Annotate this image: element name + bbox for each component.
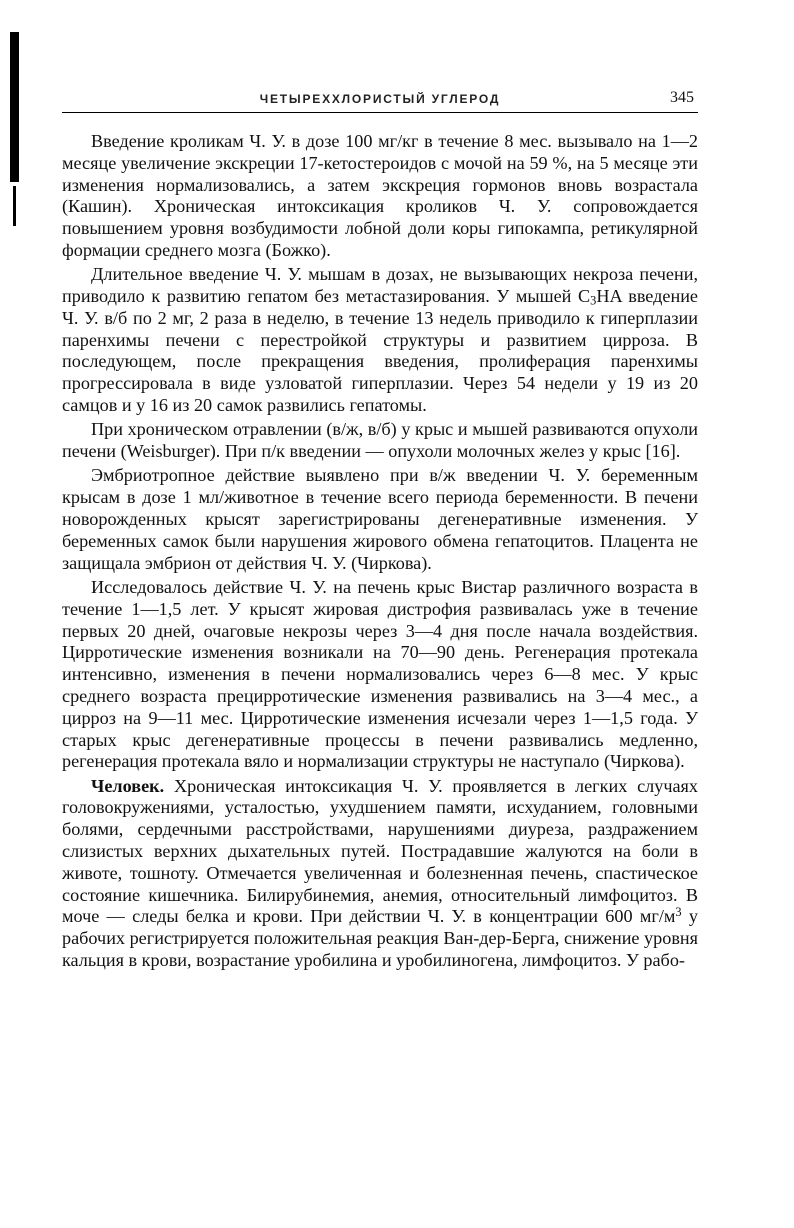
paragraph-human	[62, 776, 698, 972]
paragraph-text-part2: у рабочих регистрируется положительная реакция Ван-дер-Берга, снижение уровня кальция в крови, возрастание уробилина и уробилиногена, лимфоцитоз. У рабо-	[62, 906, 699, 970]
paragraph-mice	[62, 264, 698, 417]
paragraph-rabbits	[62, 131, 698, 262]
paragraph-text: Эмбриотропное действие выявлено при в/ж введении Ч. У. беременным крысам в дозе 1 мл/животное в течение всего периода беременности. В печени новорожденных крысят зарегистрированы дегенеративные изменения. У беременных самок были нарушения жирового обмена гепатоцитов. Плацента не защищала эмбрион от действия Ч. У. (Чиркова).	[62, 465, 698, 573]
paragraph-text: Введение кроликам Ч. У. в дозе 100 мг/кг в течение 8 мес. вызывало на 1—2 месяце увеличение экскреции 17-кетостероидов с мочой на 59 %, на 5 месяце эти изменения нормализовались, а затем экскреция гормонов вновь возрастала (Кашин). Хроническая интоксикация кроликов Ч. У. сопровождается повышением уровня возбудимости лобной доли коры гипокампа, ретикулярной формации среднего мозга (Божко).	[62, 131, 698, 260]
subscript-3: 3	[590, 293, 597, 308]
paragraph-embryotropic	[62, 465, 698, 574]
page-header	[62, 88, 698, 113]
page-number: 345	[670, 89, 694, 106]
paragraph-text: Исследовалось действие Ч. У. на печень крыс Вистар различного возраста в течение 1—1,5 лет. У крысят жировая дистрофия развивалась уже в течение первых 20 дней, очаговые некрозы через 3—4 дня после начала воздействия. Цирротические изменения возникали на 70—90 день. Регенерация протекала интенсивно, изменения в печени нормализовались через 6—8 мес. У крыс среднего возраста прецирротические изменения развивались на 3—4 мес., а цирроз на 9—11 мес. Цирротические изменения исчезали через 1—1,5 года. У старых крыс дегенеративные процессы в печени развивались медленно, регенерация протекала вяло и нормализации структуры не наступало (Чиркова).	[62, 576, 698, 772]
scan-edge-mark-thin	[13, 186, 16, 226]
scan-edge-mark	[10, 32, 19, 182]
paragraph-text-part1: Длительное введение Ч. У. мышам в дозах, не вызывающих некроза печени, приводило к развитию гепатом без метастазирования. У мышей C	[62, 264, 698, 307]
paragraph-text-part2: HA введение Ч. У. в/б по 2 мг, 2 раза в неделю, в течение 13 недель приводило к гиперплазии паренхимы печени с перестройкой структуры и развитием цирроза. В последующем, после прекращения введения, пролиферация паренхимы прогрессировала в виде узловатой гиперплазии. Через 54 недели у 19 из 20 самцов и у 16 из 20 самок развились гепатомы.	[62, 286, 699, 416]
paragraph-chronic-poisoning	[62, 419, 698, 463]
running-title: ЧЕТЫРЕХХЛОРИСТЫЙ УГЛЕРОД	[259, 92, 501, 106]
paragraph-text-part1: Хроническая интоксикация Ч. У. проявляется в легких случаях головокружениями, усталостью, ухудшением памяти, исхуданием, головными болями, сердечными расстройствами, нарушениями диуреза, раздражением слизистых верхних дыхательных путей. Пострадавшие жалуются на боли в животе, тошноту. Отмечается увеличенная и болезненная печень, спастическое состояние кишечника. Билирубинемия, анемия, относительный лимфоцитоз. В моче — следы белка и крови. При действии Ч. У. в концентрации 600 мг/м	[62, 775, 698, 927]
body-text	[62, 131, 698, 974]
section-lead-human: Человек.	[91, 775, 165, 796]
paragraph-text: При хроническом отравлении (в/ж, в/б) у крыс и мышей развиваются опухоли печени (Weisburger). При п/к введении — опухоли молочных желез у крыс [16].	[62, 419, 698, 462]
paragraph-wistar-rats	[62, 577, 698, 773]
superscript-3: 3	[675, 905, 682, 920]
